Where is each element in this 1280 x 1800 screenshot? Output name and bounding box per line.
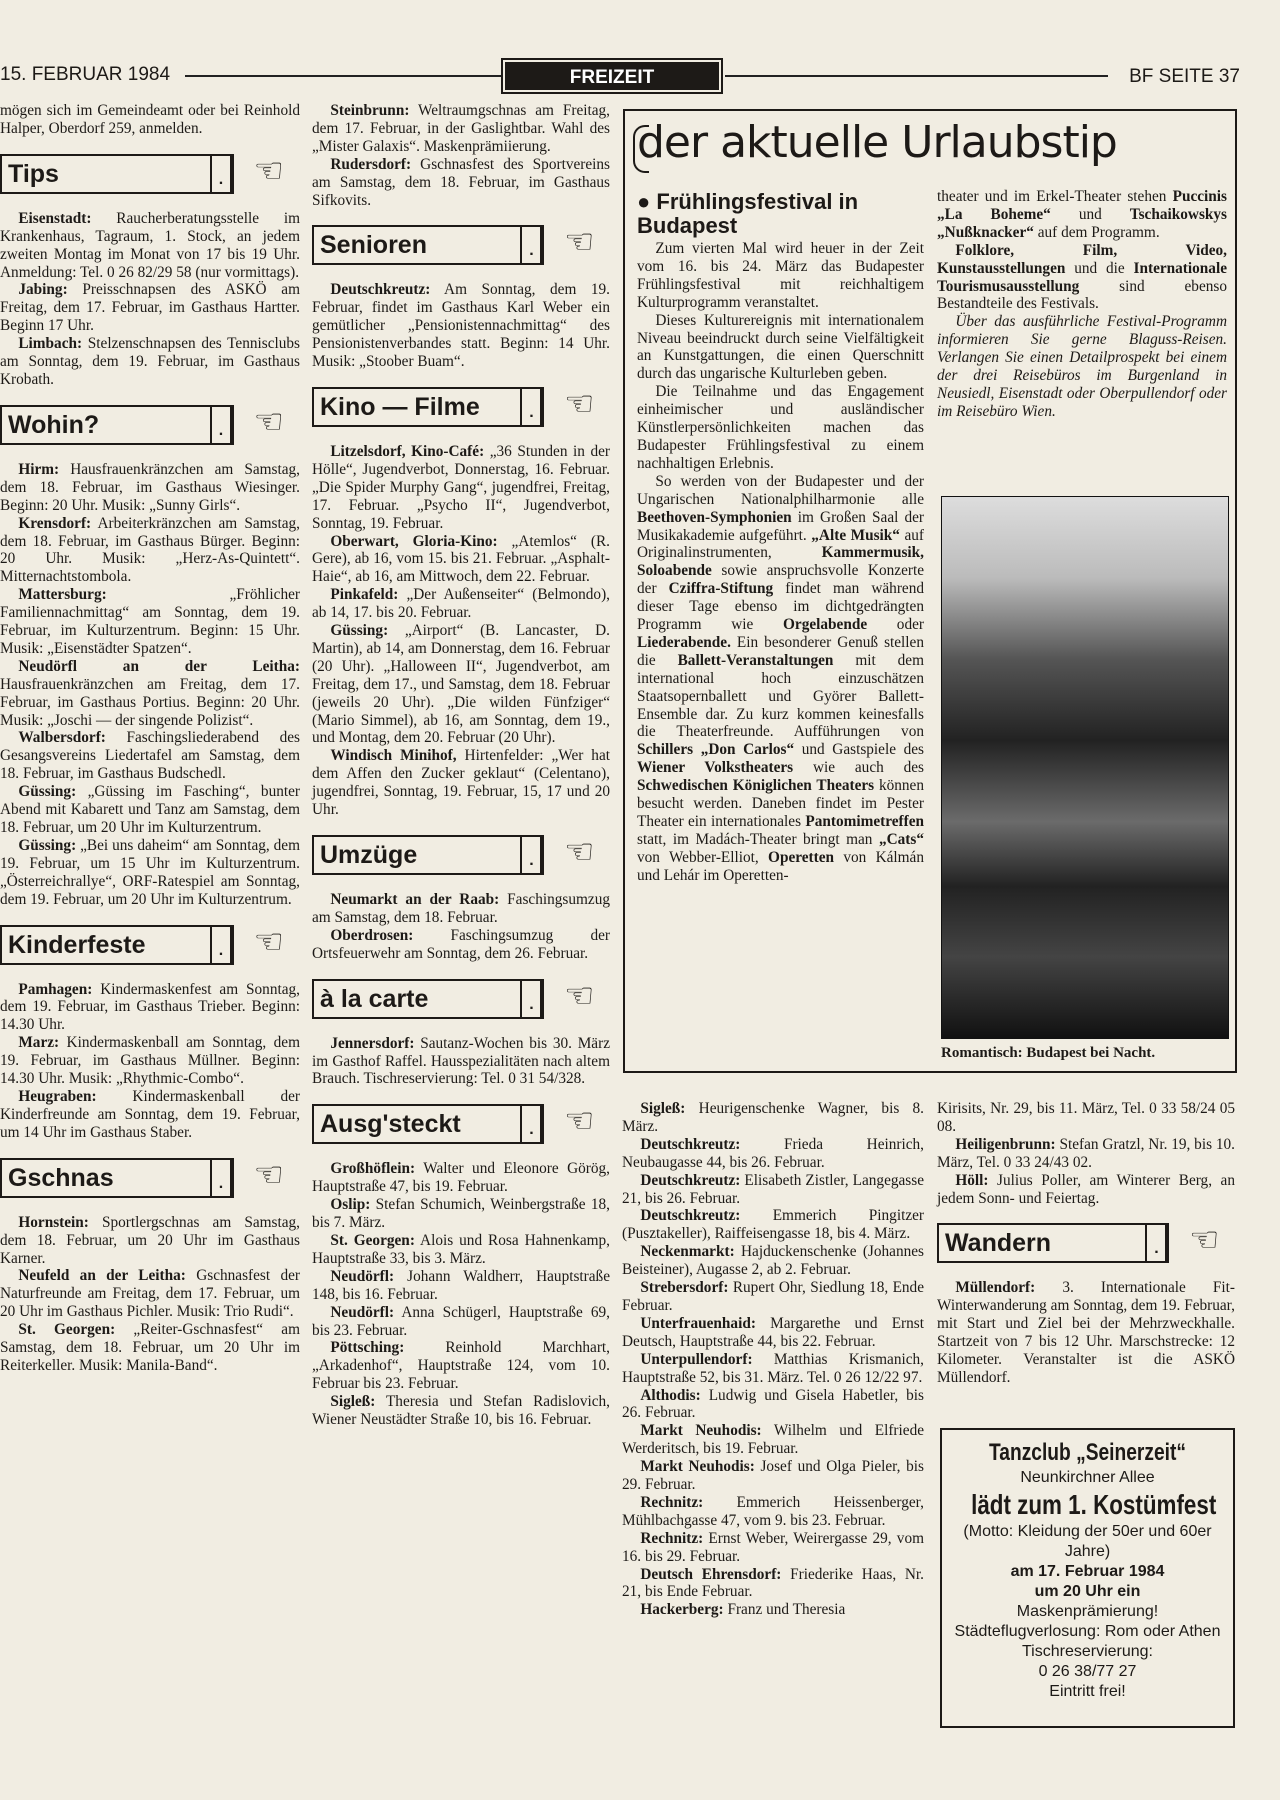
- listing-text: Alois und Rosa Hahnenkamp, Hauptstraße 33, bis 3. März.: [312, 1231, 610, 1267]
- place-name: Jabing:: [18, 281, 68, 299]
- pointing-hand-icon: ☜: [563, 385, 595, 423]
- listing-text: Stelzenschnapsen des Tennisclubs am Sonntag, dem 19. Februar, im Gasthaus Krobath.: [0, 335, 300, 388]
- listing-paragraph: [0, 102, 300, 138]
- place-name: Oslip:: [330, 1196, 371, 1214]
- listing-text: Hajduckenschenke (Johannes Beisteiner), Augasse 2, ab 2. Februar.: [622, 1243, 924, 1279]
- listing-text: Zum vierten Mal wird heuer in der Zeit vom 16. bis 24. März das Budapester Frühlingsfestival mit reichhaltigem Kulturprogramm veranstaltet.: [637, 240, 924, 311]
- place-name: St. Georgen:: [330, 1231, 415, 1249]
- listing-text: im Großen Saal der Musikakademie aufgeführt.: [637, 508, 924, 544]
- place-name: Hornstein:: [18, 1213, 89, 1231]
- listing-paragraph: [312, 443, 610, 533]
- listing-text: Gschnasfest der Naturfreunde am Freitag, dem 17. Februar, um 20 Uhr im Gasthaus Pichler. Musik: Trio Rudi“.: [0, 1267, 300, 1321]
- listing-text: auf Originalinstrumenten,: [637, 526, 924, 562]
- heading-dot: .: [520, 981, 542, 1017]
- listing-paragraph: [312, 1268, 610, 1304]
- listing-paragraph: [637, 312, 924, 384]
- heading-dot: .: [210, 407, 232, 443]
- section-heading: [0, 1156, 284, 1198]
- listing-text: Elisabeth Zistler, Langegasse 21, bis 26. Februar.: [622, 1171, 924, 1207]
- place-name: Marz:: [18, 1034, 60, 1052]
- section-heading: [312, 385, 595, 427]
- place-name: Limbach:: [18, 335, 83, 353]
- listing-paragraph: [622, 1243, 924, 1279]
- section-heading: [0, 152, 284, 194]
- place-name: Güssing:: [330, 622, 389, 640]
- ad-date: am 17. Februar 1984: [1010, 1563, 1165, 1580]
- pointing-hand-icon: ☜: [253, 403, 284, 441]
- listing-text: Wilhelm und Elfriede Werderitsch, bis 19. Februar.: [622, 1422, 925, 1458]
- listing-paragraph: [312, 891, 610, 927]
- budapest-night-photo: [941, 496, 1229, 1039]
- listing-text: Matthias Krismanich, Hauptstraße 52, bis 31. März. Tel. 0 26 12/22 97.: [622, 1350, 924, 1386]
- listing-paragraph: [0, 837, 300, 909]
- place-name: Güssing:: [18, 836, 77, 854]
- heading-dot: .: [520, 1106, 542, 1142]
- place-name: Pinkafeld:: [330, 586, 399, 604]
- listing-text: 3. Internationale Fit-Winterwanderung am Sonntag, dem 19. Februar, mit Start und Ziel bei der Mehrzweckhalle. Startzeit von 7 bis 12 Uhr. Marschstrecke: 12 Kilometer. Veranstalter ist die ASKÖ Müllendorf.: [937, 1279, 1235, 1386]
- place-name: Rechnitz:: [640, 1493, 704, 1511]
- listing-text: „Fröhlicher Familiennachmittag“ am Sonntag, dem 19. Februar, im Kulturzentrum. Beginn: 15 Uhr. Musik: „Eisenstädter Spatzen“.: [0, 586, 300, 657]
- listing-paragraph: [0, 1034, 300, 1088]
- place-name: Pantomimetreffen: [805, 813, 924, 830]
- listing-text: oder: [867, 616, 924, 634]
- listing-paragraph: [622, 1279, 924, 1315]
- listing-text: Emmerich Heissenberger, Mühlbachgasse 47, vom 9. bis 23. Februar.: [622, 1493, 924, 1529]
- listing-text: Faschingsliederabend des Gesangsvereins Liedertafel am Samstag, dem 18. Februar, im Gasthaus Budschedl.: [0, 729, 300, 783]
- listing-paragraph: [622, 1136, 924, 1172]
- listing-text: Raucherberatungsstelle im Krankenhaus, Tagraum, 1. Stock, an jedem zweiten Montag im Monat von 17 bis 19 Uhr. Anmeldung: Tel. 0 26 82/29 58 (nur vormittags).: [0, 209, 300, 281]
- place-name: Großhöflein:: [330, 1160, 416, 1178]
- place-name: Operetten: [768, 848, 835, 866]
- place-name: Windisch Minihof,: [330, 747, 457, 765]
- place-name: Hirm:: [18, 460, 60, 478]
- pointing-hand-icon: ☜: [563, 834, 595, 871]
- listing-paragraph: [312, 1393, 610, 1429]
- listing-text: „Güssing im Fasching“, bunter Abend mit Kabarett und Tanz am Samstag, dem 18. Februar, um 20 Uhr im Kulturzentrum.: [0, 783, 300, 836]
- section-heading-title: Tips: [8, 159, 59, 188]
- pointing-hand-icon: ☜: [253, 923, 284, 961]
- listing-text: Ein besonderer Genuß stellen die: [637, 633, 924, 669]
- listing-text: Julius Poller, am Winterer Berg, an jedem Sonn- und Feiertag.: [937, 1171, 1235, 1207]
- section-heading-title: Kino — Filme: [320, 392, 480, 421]
- section-heading: [312, 977, 595, 1019]
- place-name: Kammermusik, Soloabende: [637, 544, 924, 580]
- heading-dot: .: [1145, 1225, 1167, 1261]
- listing-paragraph: [312, 156, 610, 210]
- listing-paragraph: [0, 1088, 300, 1142]
- listing-text: Ernst Weber, Weirergasse 29, vom 16. bis 29. Februar.: [622, 1529, 924, 1565]
- place-name: Deutschkreutz:: [330, 281, 431, 299]
- listing-text: Faschingsumzug am Samstag, dem 18. Februar.: [312, 891, 610, 926]
- place-name: Neckenmarkt:: [640, 1243, 735, 1261]
- place-name: Schillers „Don Carlos“: [637, 741, 795, 759]
- place-name: Güssing:: [18, 783, 77, 801]
- place-name: „Alte Musik“: [811, 526, 900, 544]
- listing-paragraph: [637, 240, 924, 312]
- listing-paragraph: [0, 461, 300, 515]
- listing-text: Weltraumgschnas am Freitag, dem 17. Februar, in der Gaslightbar. Wahl des „Mister Galaxis“. Maskenprämiierung.: [312, 102, 610, 155]
- listing-text: „Bei uns daheim“ am Sonntag, dem 19. Februar, um 15 Uhr im Kulturzentrum. „Österreichrallye“, ORF-Ratespiel am Sonntag, dem 19. Februar, um 20 Uhr im Kulturzentrum.: [0, 836, 300, 908]
- header-rule: [185, 75, 503, 77]
- place-name: St. Georgen:: [18, 1321, 116, 1339]
- listing-paragraph: [0, 335, 300, 389]
- listing-text: Arbeiterkränzchen am Samstag, dem 18. Februar, im Gasthaus Bürger. Beginn: 20 Uhr. Musik: „Herz-As-Quintett“. Mitternachtstombola.: [0, 514, 300, 586]
- section-heading-title: Umzüge: [320, 841, 418, 869]
- section-heading: [312, 834, 595, 875]
- listing-text: Kirisits, Nr. 29, bis 11. März, Tel. 0 33 58/24 05 08.: [937, 1100, 1235, 1135]
- place-name: Hackerberg:: [640, 1601, 724, 1619]
- listing-text: Am Sonntag, dem 19. Februar, findet im Gasthaus Karl Weber ein gemütlicher „Pensionistennachmittag“ des Pensionistenverbandes statt. Beginn: 14 Uhr. Musik: „Stoober Buam“.: [312, 281, 610, 371]
- listing-text: Hausfrauenkränzchen am Samstag, dem 18. Februar, im Gasthaus Wiesinger. Beginn: 20 Uhr. Musik: „Sunny Girls“.: [0, 460, 300, 514]
- listing-paragraph: [0, 281, 300, 335]
- place-name: Markt Neuhodis:: [640, 1458, 755, 1476]
- listing-paragraph: [937, 1136, 1235, 1172]
- listing-paragraph: [622, 1494, 924, 1530]
- pointing-hand-icon: ☜: [253, 1156, 284, 1194]
- section-heading: [312, 224, 595, 265]
- listing-paragraph: [622, 1601, 924, 1619]
- listing-paragraph: [637, 473, 924, 885]
- listing-paragraph: [312, 533, 610, 587]
- place-name: Mattersburg:: [18, 586, 107, 604]
- listing-paragraph: [622, 1422, 924, 1458]
- listing-paragraph: [622, 1530, 924, 1566]
- listing-text: mögen sich im Gemeindeamt oder bei Reinhold Halper, Oberdorf 259, anmelden.: [0, 102, 300, 137]
- listing-paragraph: [622, 1172, 924, 1208]
- photo-caption: Romantisch: Budapest bei Nacht.: [941, 1045, 1156, 1061]
- listing-text: Stefan Gratzl, Nr. 19, bis 10. März, Tel. 0 33 24/43 02.: [937, 1135, 1235, 1171]
- listing-text: Rupert Ohr, Siedlung 18, Ende Februar.: [622, 1279, 924, 1314]
- pointing-hand-icon: ☜: [563, 1103, 595, 1141]
- listing-text: „Atemlos“ (R. Gere), ab 16, vom 15. bis 21. Februar. „Asphalt-Haie“, ab 16, am Mittwoch, dem 22. Februar.: [312, 532, 610, 586]
- listing-text: Gschnasfest des Sportvereins am Samstag, dem 18. Februar, im Gasthaus Sifkovits.: [312, 155, 610, 209]
- listing-paragraph: [312, 586, 610, 622]
- ad-headline: lädt zum 1. Kostümfest: [971, 1489, 1217, 1520]
- place-name: Neudörfl:: [330, 1303, 395, 1321]
- heading-dot: .: [210, 156, 232, 192]
- listing-paragraph: [0, 1267, 300, 1321]
- place-name: „Cats“: [878, 830, 924, 848]
- listing-paragraph: [0, 1214, 300, 1268]
- place-name: Unterfrauenhaid:: [640, 1314, 756, 1332]
- place-name: Tschaikowskys „Nußknacker“: [937, 205, 1228, 241]
- listing-paragraph: [622, 1207, 924, 1243]
- listing-text: Anna Schügerl, Hauptstraße 69, bis 23. Februar.: [312, 1303, 610, 1339]
- listing-paragraph: [312, 1160, 610, 1196]
- issue-date: 15. FEBRUAR 1984: [0, 64, 171, 85]
- place-name: Müllendorf:: [955, 1279, 1036, 1297]
- section-heading-title: Senioren: [320, 231, 427, 260]
- listing-paragraph: [937, 188, 1227, 242]
- page-header: [0, 62, 1240, 90]
- place-name: Folklore, Film, Video, Kunstausstellungen: [937, 241, 1227, 277]
- listing-text: Kindermaskenball der Kinderfreunde am Sonntag, dem 19. Februar, um 14 Uhr im Gasthaus Staber.: [0, 1087, 300, 1141]
- place-name: Steinbrunn:: [330, 102, 410, 119]
- listing-text: findet man während dieser Tage ebenso im dichtgedrängten Programm wie: [637, 580, 925, 634]
- place-name: Sigleß:: [330, 1393, 376, 1411]
- ad-line: Maskenprämierung!: [1016, 1603, 1159, 1620]
- column-1: [0, 102, 300, 1375]
- listing-paragraph: [0, 586, 300, 658]
- place-name: Heiligenbrunn:: [955, 1135, 1056, 1153]
- section-heading-title: Wandern: [945, 1229, 1052, 1258]
- listing-text: wie auch des: [793, 759, 924, 777]
- listing-paragraph: [312, 1196, 610, 1232]
- place-name: Pamhagen:: [18, 980, 93, 998]
- urlaubstip-title: der aktuelle Urlaubstip: [637, 117, 1117, 168]
- place-name: Rechnitz:: [640, 1529, 704, 1547]
- place-name: Ballett-Veranstaltungen: [677, 651, 834, 669]
- listing-text: von Kálmán und Lehár im Operetten-: [637, 848, 924, 884]
- place-name: Cziffra-Stiftung: [668, 580, 774, 598]
- section-heading-title: Wohin?: [8, 410, 100, 439]
- heading-dot: .: [520, 227, 542, 263]
- listing-paragraph: [312, 927, 610, 963]
- place-name: Deutschkreutz:: [640, 1207, 741, 1225]
- place-name: Deutschkreutz:: [640, 1171, 741, 1189]
- place-name: Beethoven-Symphonien: [637, 508, 792, 526]
- place-name: Althodis:: [640, 1386, 701, 1404]
- page-number: BF SEITE 37: [1129, 66, 1240, 87]
- listing-paragraph: [622, 1351, 924, 1387]
- listing-paragraph: [622, 1100, 924, 1136]
- listing-text: Walter und Eleonore Görög, Hauptstraße 47, bis 19. Februar.: [312, 1160, 610, 1196]
- listing-paragraph: [0, 1321, 300, 1375]
- heading-dot: .: [520, 837, 542, 873]
- listing-paragraph: [937, 1279, 1235, 1386]
- listing-text: Hirtenfelder: „Wer hat dem Affen den Zucker geklaut“ (Celentano), jugendfrei, Sonntag, 19. Februar, 15, 17 und 20 Uhr.: [312, 747, 610, 819]
- section-heading: [0, 403, 284, 445]
- listing-text: Faschingsumzug der Ortsfeuerwehr am Sonntag, dem 26. Februar.: [312, 926, 610, 962]
- column-2: [312, 102, 610, 1429]
- place-name: Wiener Volkstheaters: [637, 759, 794, 777]
- listing-text: „Airport“ (B. Lancaster, D. Martin), ab 14, am Donnerstag, dem 16. Februar (20 Uhr). „Halloween II“, Jugendverbot, am Freitag, dem 17., und Samstag, dem 18. Februar (jeweils 20 Uhr). „Die wilden Fünfziger“ (Mario Simmel), ab 16, am Sonntag, dem 19., und Montag, dem 20. Februar (20 Uhr).: [312, 622, 610, 747]
- pointing-hand-icon: ☜: [563, 224, 595, 262]
- place-name: Internationale Tourismusausstellung: [937, 259, 1227, 295]
- listing-text: auf dem Programm.: [1033, 223, 1160, 241]
- place-name: Neufeld an der Leitha:: [18, 1267, 186, 1285]
- section-heading: [937, 1222, 1220, 1263]
- listing-text: „Der Außenseiter“ (Belmondo), ab 14, 17. bis 20. Februar.: [312, 586, 610, 622]
- pointing-hand-icon: ☜: [1188, 1222, 1220, 1260]
- listing-text: Frieda Heinrich, Neubaugasse 44, bis 26. Februar.: [622, 1135, 924, 1171]
- heading-dot: .: [210, 1160, 232, 1196]
- listing-paragraph: [0, 981, 300, 1035]
- ad-line: Eintritt frei!: [1049, 1683, 1126, 1700]
- listing-paragraph: [0, 729, 300, 783]
- listing-text: Reinhold Marchhart, „Arkadenhof“, Hauptstraße 124, vom 10. Februar bis 23. Februar.: [312, 1339, 610, 1393]
- place-name: Neumarkt an der Raab:: [330, 891, 500, 908]
- place-name: Orgelabende: [783, 616, 868, 634]
- place-name: Oberdrosen:: [330, 926, 414, 944]
- ad-line: Tischreservierung:: [1021, 1643, 1153, 1660]
- place-name: Heugraben:: [18, 1087, 97, 1105]
- listing-text: Ludwig und Gisela Habetler, bis 26. Februar.: [622, 1386, 924, 1422]
- listing-text: von Webber-Elliot,: [637, 848, 769, 866]
- section-label: FREIZEIT: [505, 62, 719, 90]
- listing-paragraph: [622, 1566, 924, 1602]
- tanzclub-advertisement: [940, 1428, 1235, 1728]
- listing-paragraph: [312, 1232, 610, 1268]
- ad-line: Städteflugverlosung: Rom oder Athen: [954, 1623, 1221, 1640]
- place-name: Unterpullendorf:: [640, 1350, 753, 1368]
- listing-text: und: [1050, 205, 1130, 223]
- listing-text: Emmerich Pingitzer (Pusztakeller), Raiffeisengasse 18, bis 4. März.: [622, 1207, 924, 1243]
- section-heading-title: Ausg'steckt: [320, 1110, 461, 1139]
- listing-text: statt, im Madách-Theater bringt man: [637, 830, 879, 848]
- ad-phone: 0 26 38/77 27: [1038, 1663, 1137, 1680]
- listing-text: können besucht werden. Daneben findet im Pester Theater ein internationales: [637, 777, 924, 830]
- listing-text: theater und im Erkel-Theater stehen: [937, 188, 1173, 205]
- listing-paragraph: [312, 1339, 610, 1393]
- listing-paragraph: [622, 1387, 924, 1423]
- heading-dot: .: [210, 927, 232, 963]
- urlaubstip-column-a: [637, 190, 924, 885]
- article-subtitle: ● Frühlingsfestival in Budapest: [637, 189, 859, 238]
- listing-text: Sautanz-Wochen bis 30. März im Gasthof Raffel. Hausspezialitäten nach altem Brauch. Tischreservierung: Tel. 0 31 54/328.: [312, 1034, 610, 1088]
- listing-text: „Reiter-Gschnasfest“ am Samstag, dem 18. Februar, um 20 Uhr im Reiterkeller. Musik: Manila-Band“.: [0, 1321, 300, 1374]
- section-heading: [312, 1103, 595, 1144]
- place-name: Sigleß:: [640, 1100, 686, 1117]
- listing-paragraph: [0, 658, 300, 730]
- ad-motto: (Motto: Kleidung der 50er und 60er Jahre): [963, 1523, 1212, 1560]
- listing-text: Über das ausführliche Festival-Programm informieren Sie gerne Blaguss-Reisen. Verlangen Sie einen Detailprospekt bei einem der drei Reisebüros im Burgenland in Neusiedl, Eisenstadt oder Oberpullendorf oder im Reisebüro Wien.: [937, 313, 1227, 420]
- place-name: Puccinis „La Boheme“: [937, 188, 1227, 223]
- place-name: Pöttsching:: [330, 1339, 405, 1357]
- listing-text: und Gastspiele des: [794, 741, 925, 759]
- ad-address: Neunkirchner Allee: [1020, 1469, 1155, 1486]
- place-name: Höll:: [955, 1171, 989, 1189]
- listing-paragraph: [937, 242, 1227, 314]
- section-heading-title: à la carte: [320, 984, 429, 1013]
- listing-text: Sportlergschnas am Samstag, dem 18. Februar, um 20 Uhr im Gasthaus Karner.: [0, 1213, 300, 1267]
- listing-text: sowie anspruchsvolle Konzerte der: [637, 562, 924, 598]
- place-name: Liederabende.: [637, 633, 731, 651]
- place-name: Walbersdorf:: [18, 729, 106, 747]
- place-name: Schwedischen Königlichen Theaters: [637, 777, 875, 795]
- heading-dot: .: [520, 389, 542, 425]
- listing-text: sind ebenso Bestandteile des Festivals.: [937, 277, 1227, 313]
- listing-text: Kindermaskenball am Sonntag, dem 19. Februar, im Gasthaus Müllner. Beginn: 14.30 Uhr. Musik: „Rhythmic-Combo“.: [0, 1034, 300, 1088]
- listing-text: Dieses Kulturereignis mit internationalem Niveau beeindruckt durch seine Vielfältigkeit an Kunstgattungen, die einen Querschnitt durch das ungarische Kulturleben geben.: [637, 311, 924, 383]
- listing-text: mit dem international hoch einzuschätzen Staatsopernballett und Györer Ballett-Ensemble dar. Zu kurz kommen keinesfalls die Theaterfreunde. Aufführungen von: [637, 651, 924, 741]
- listing-text: Margarethe und Ernst Deutsch, Hauptstraße 44, bis 22. Februar.: [622, 1314, 924, 1350]
- listing-paragraph: [0, 783, 300, 837]
- listing-paragraph: [312, 622, 610, 747]
- listing-text: und die: [1065, 259, 1134, 277]
- listing-paragraph: [312, 747, 610, 819]
- listing-text: Die Teilnahme und das Engagement einheimischer und ausländischer Künstlerpersönlichkeiten machen das Budapester Frühlingsfestival zu einem nachhaltigen Erlebnis.: [637, 383, 924, 472]
- section-heading: [0, 923, 284, 965]
- listing-text: Friederike Haas, Nr. 21, bis Ende Februar.: [622, 1565, 925, 1601]
- section-heading-title: Kinderfeste: [8, 930, 146, 959]
- ad-club-name: Tanzclub „Seinerzeit“: [988, 1439, 1187, 1466]
- listing-text: Hausfrauenkränzchen am Freitag, dem 17. Februar, im Gasthaus Portius. Beginn: 20 Uhr. Musik: „Joschi — der singende Polizist“.: [0, 675, 300, 729]
- listing-paragraph: [937, 313, 1227, 420]
- listing-text: Kindermaskenfest am Sonntag, dem 19. Februar, im Gasthaus Trieber. Beginn: 14.30 Uhr.: [0, 980, 300, 1034]
- column-4: [937, 1100, 1235, 1387]
- place-name: Litzelsdorf, Kino-Café:: [330, 442, 485, 460]
- listing-text: Josef und Olga Pieler, bis 29. Februar.: [622, 1458, 925, 1494]
- place-name: Deutsch Ehrensdorf:: [640, 1565, 782, 1583]
- listing-text: Johann Waldherr, Hauptstraße 148, bis 16. Februar.: [312, 1267, 610, 1303]
- place-name: Oberwart, Gloria-Kino:: [330, 532, 498, 550]
- header-rule: [725, 75, 1108, 77]
- listing-text: Heurigenschenke Wagner, bis 8. März.: [622, 1100, 924, 1135]
- ad-time: um 20 Uhr ein: [1034, 1583, 1141, 1600]
- listing-paragraph: [312, 1304, 610, 1340]
- listing-text: So werden von der Budapester und der Ungarischen Nationalphilharmonie alle: [637, 472, 924, 508]
- listing-paragraph: [637, 383, 924, 473]
- place-name: Deutschkreutz:: [640, 1135, 741, 1153]
- listing-paragraph: [622, 1315, 924, 1351]
- listing-paragraph: [937, 1172, 1235, 1208]
- urlaubstip-column-b: [937, 188, 1227, 421]
- place-name: Strebersdorf:: [640, 1279, 729, 1297]
- pointing-hand-icon: ☜: [563, 977, 595, 1015]
- listing-paragraph: [312, 1035, 610, 1089]
- place-name: Markt Neuhodis:: [640, 1422, 762, 1440]
- column-3: [622, 1100, 924, 1619]
- listing-text: Preisschnapsen des ASKÖ am Freitag, dem 17. Februar, im Gasthaus Hartter. Beginn 17 Uhr.: [0, 281, 300, 335]
- listing-paragraph: [622, 1458, 924, 1494]
- section-heading-title: Gschnas: [8, 1163, 114, 1192]
- listing-text: „36 Stunden in der Hölle“, Jugendverbot, Donnerstag, 16. Februar. „Die Spider Murphy Gang“, jugendfrei, Freitag, 17. Februar. „Psycho II“, Jugendverbot, Sonntag, 19. Februar.: [312, 442, 610, 532]
- listing-text: Theresia und Stefan Radislovich, Wiener Neustädter Straße 10, bis 16. Februar.: [312, 1393, 610, 1429]
- listing-paragraph: [937, 1100, 1235, 1136]
- listing-paragraph: [312, 102, 610, 156]
- place-name: Neudörfl an der Leitha:: [18, 657, 300, 675]
- listing-text: Franz und Theresia: [723, 1601, 846, 1619]
- listing-paragraph: [0, 210, 300, 282]
- place-name: Neudörfl:: [330, 1267, 395, 1285]
- place-name: Rudersdorf:: [330, 155, 412, 173]
- place-name: Eisenstadt:: [18, 209, 92, 227]
- pointing-hand-icon: ☜: [253, 152, 284, 190]
- listing-paragraph: [312, 281, 610, 371]
- place-name: Krensdorf:: [18, 514, 92, 532]
- listing-paragraph: [0, 515, 300, 587]
- listing-text: Stefan Schumich, Weinbergstraße 18, bis 7. März.: [312, 1196, 610, 1232]
- place-name: Jennersdorf:: [330, 1034, 415, 1052]
